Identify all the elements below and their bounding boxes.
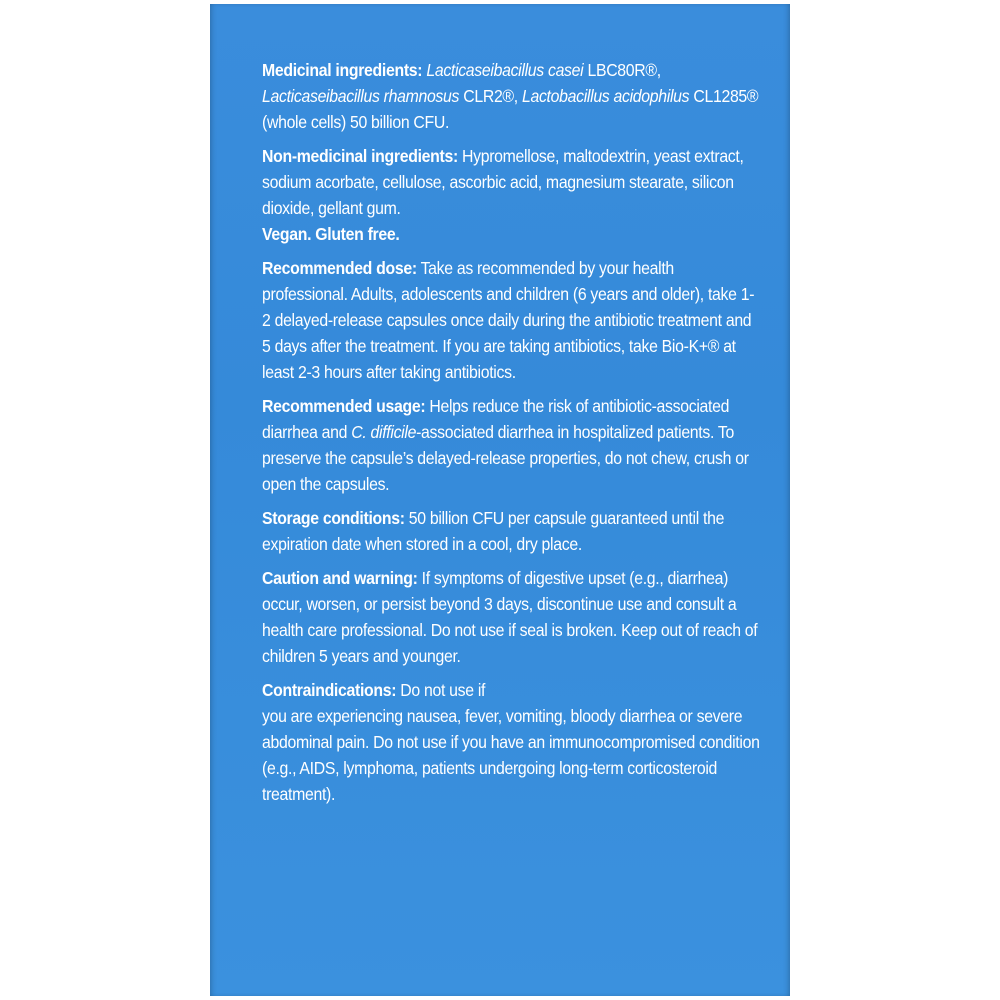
recommended-dose-section (262, 255, 762, 385)
caution-warning-text: If symptoms of digestive upset (e.g., diarrhea) occur, worsen, or persist beyond 3 days, discontinue use and consult a health care professional. Do not use if seal is broken. Keep out of reach of children 5 years and younger. (262, 568, 758, 666)
recommended-usage-heading: Recommended usage: (262, 396, 426, 416)
recommended-usage-text-after: -associated diarrhea in hospitalized patients. To preserve the capsule’s delayed-release properties, do not chew, crush or open the capsules. (262, 422, 749, 494)
recommended-dose-paragraph (262, 255, 762, 385)
medicinal-ingredients-paragraph (262, 57, 762, 135)
recommended-dose-heading: Recommended dose: (262, 258, 417, 278)
strain-acidophilus: Lactobacillus acidophilus (521, 86, 690, 106)
non-medicinal-ingredients-paragraph (262, 143, 762, 221)
contraindications-text: you are experiencing nausea, fever, vomiting, bloody diarrhea or severe abdominal pain. Do not use if you have an immunocompromised condition (e.g., AIDS, lymphoma, patients undergoing long-term corticosteroid treatment). (262, 706, 760, 804)
medicinal-ingredients-heading: Medicinal ingredients: (262, 60, 423, 80)
contraindications-first-line (262, 677, 762, 703)
recommended-usage-text-before: Helps reduce the risk of antibiotic-associated diarrhea and (262, 396, 730, 442)
contraindications-section (262, 677, 762, 807)
caution-warning-paragraph (262, 565, 762, 669)
storage-conditions-paragraph (262, 505, 762, 557)
storage-conditions-heading: Storage conditions: (262, 508, 405, 528)
medicinal-ingredients-section (262, 57, 762, 135)
recommended-usage-paragraph (262, 393, 762, 497)
storage-conditions-section (262, 505, 762, 557)
non-medicinal-ingredients-section (262, 143, 762, 221)
strain-casei-code: LBC80R®, (583, 60, 661, 80)
label-panel (210, 4, 790, 996)
strain-rhamnosus: Lacticaseibacillus rhamnosus (262, 86, 460, 106)
caution-warning-heading: Caution and warning: (262, 568, 418, 588)
non-medicinal-ingredients-text: Hypromellose, maltodextrin, yeast extract, sodium acorbate, cellulose, ascorbic acid, magnesium stearate, silicon dioxide, gellant gum. (262, 146, 744, 218)
recommended-usage-section (262, 393, 762, 497)
strain-rhamnosus-code: CLR2®, (459, 86, 522, 106)
contraindications-heading: Contraindications: (262, 680, 397, 700)
caution-warning-section (262, 565, 762, 669)
diet-claim: Vegan. Gluten free. (262, 224, 400, 244)
contraindications-first-line-text: Do not use if (396, 680, 486, 700)
diet-claim-section (262, 221, 762, 247)
non-medicinal-ingredients-heading: Non-medicinal ingredients: (262, 146, 458, 166)
recommended-dose-text: Take as recommended by your health professional. Adults, adolescents and children (6 years and older), take 1-2 delayed-release capsules once daily during the antibiotic treatment and 5 days after the treatment. If you are taking antibiotics, take Bio-K+® at least 2-3 hours after taking antibiotics. (262, 258, 755, 382)
pathogen-name: C. difficile (351, 422, 417, 442)
label-text (262, 57, 762, 815)
strain-casei: Lacticaseibacillus casei (426, 60, 584, 80)
strain-acidophilus-tail: CL1285® (whole cells) 50 billion CFU. (262, 86, 759, 132)
storage-conditions-text: 50 billion CFU per capsule guaranteed until the expiration date when stored in a cool, dry place. (262, 508, 725, 554)
